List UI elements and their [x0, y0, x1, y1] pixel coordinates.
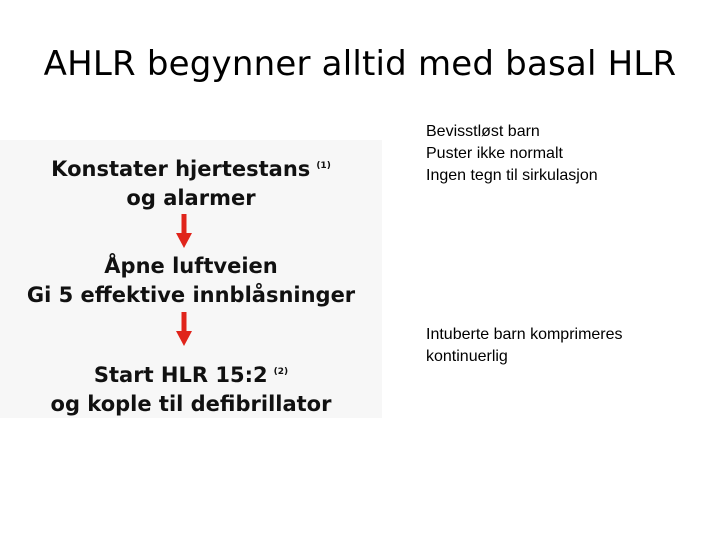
flow-step-line: Åpne luftveien: [104, 254, 278, 278]
flow-step-line: [0, 358, 382, 390]
cpr-flowchart: [0, 140, 382, 418]
criteria-item: Bevisstløst barn: [426, 123, 540, 140]
note-line: Intuberte barn komprimeres: [426, 326, 623, 343]
intubated-note: [426, 324, 716, 368]
criteria-item: Puster ikke normalt: [426, 145, 563, 162]
down-arrow-icon: [176, 312, 192, 346]
slide-title: AHLR begynner alltid med basal HLR: [43, 44, 677, 84]
criteria-list: [426, 121, 716, 187]
flow-step-line: og alarmer: [126, 186, 256, 210]
flow-step-open-airway: [0, 252, 382, 310]
flow-step-text: Start HLR 15:2: [93, 363, 268, 387]
flow-step-confirm-arrest: [0, 152, 382, 213]
down-arrow-icon: [176, 214, 192, 248]
flow-step-start-cpr: [0, 358, 382, 419]
criteria-item: Ingen tegn til sirkulasjon: [426, 167, 598, 184]
flow-step-line: [0, 152, 382, 184]
footnote-marker: (1): [316, 161, 331, 171]
note-line: kontinuerlig: [426, 348, 508, 365]
flow-step-line: Gi 5 effektive innblåsninger: [26, 283, 356, 307]
flow-step-line: og kople til defibrillator: [50, 392, 332, 416]
flow-step-text: Konstater hjertestans: [51, 157, 311, 181]
footnote-marker: (2): [273, 367, 289, 377]
